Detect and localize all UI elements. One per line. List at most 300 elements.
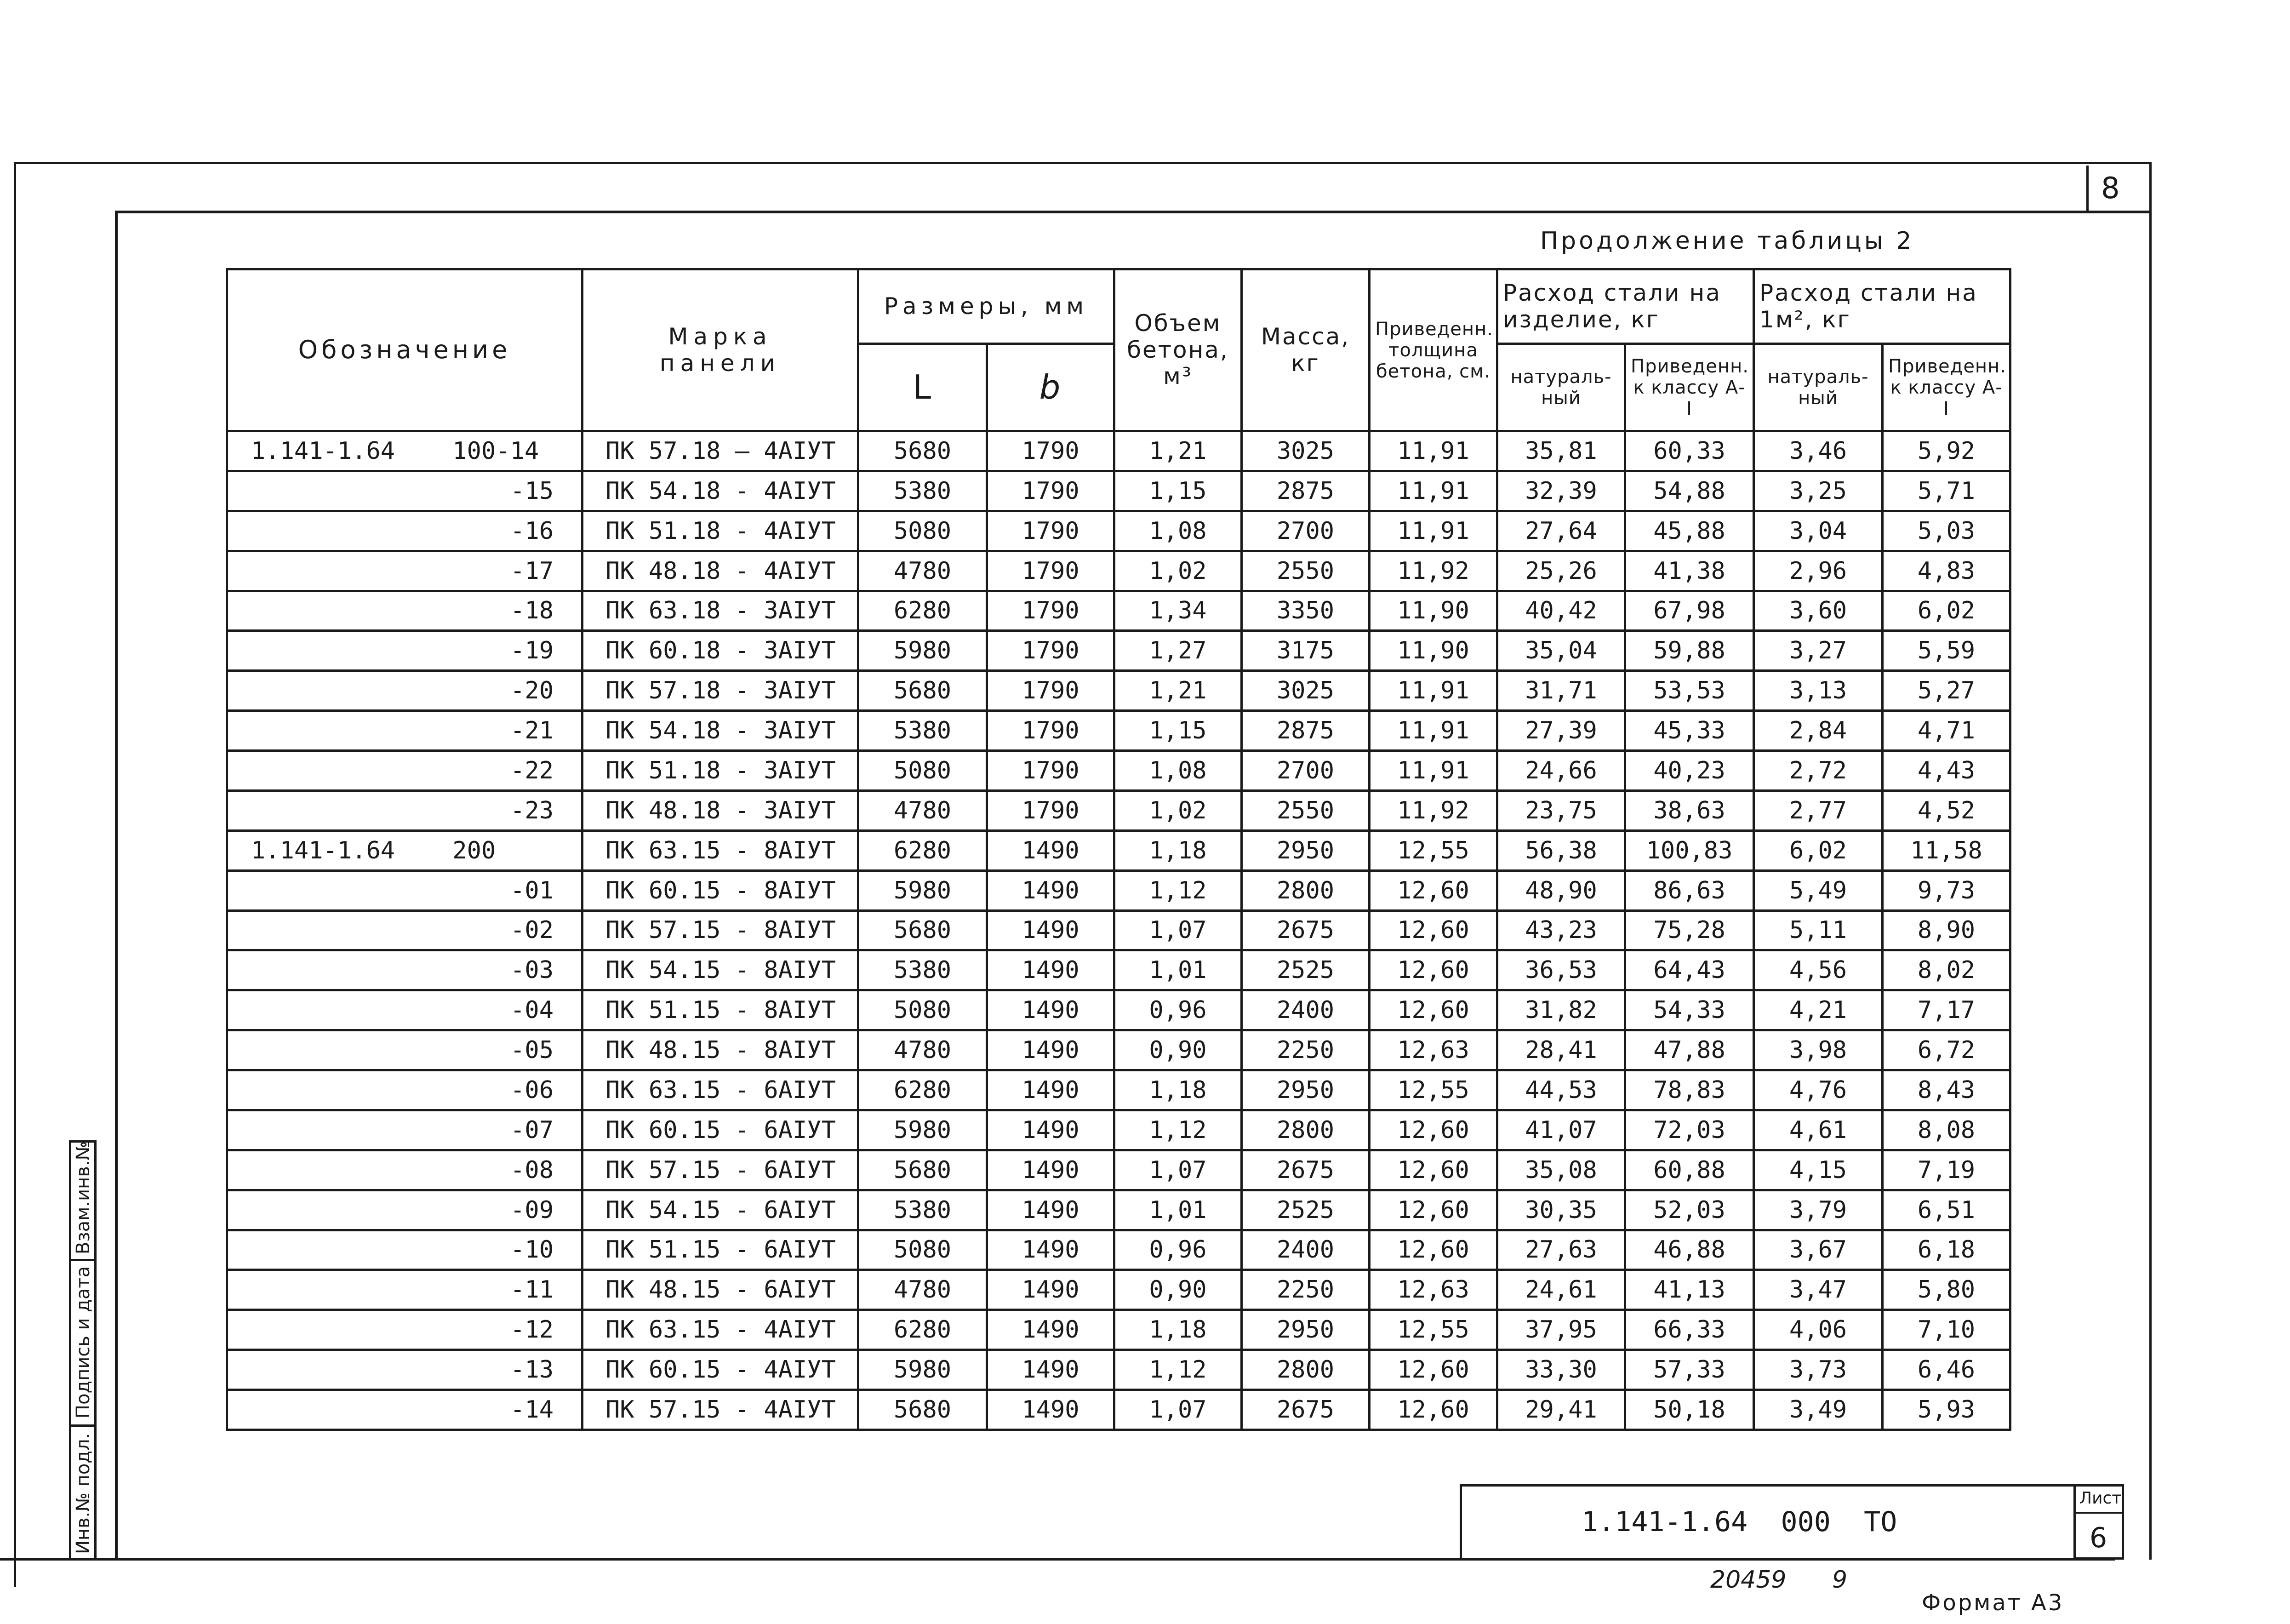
- header-dim-L: L: [858, 344, 987, 431]
- header-natural-item: натураль-ный: [1497, 344, 1625, 431]
- cell-designation: -14: [227, 1390, 582, 1430]
- cell-steel-reduced: 45,88: [1625, 511, 1754, 551]
- header-reduced-thickness: Приведенн. толщина бетона, см.: [1370, 269, 1497, 431]
- cell-thickness: 11,90: [1370, 631, 1497, 671]
- table-row: [227, 1350, 2010, 1390]
- cell-volume: 1,18: [1114, 830, 1242, 870]
- cell-mass: 2800: [1242, 1110, 1370, 1150]
- header-mass: Масса, кг: [1242, 269, 1370, 431]
- cell-steel-reduced: 75,28: [1625, 910, 1754, 950]
- cell-width: 1790: [987, 671, 1114, 711]
- cell-mass: 2675: [1242, 1150, 1370, 1190]
- cell-designation: -20: [227, 671, 582, 711]
- cell-thickness: 12,60: [1370, 950, 1497, 990]
- cell-mass: 2800: [1242, 870, 1370, 910]
- cell-steel-reduced: 59,88: [1625, 631, 1754, 671]
- cell-steel-natural: 24,66: [1497, 751, 1625, 791]
- cell-width: 1490: [987, 1030, 1114, 1070]
- cell-steel-reduced: 86,63: [1625, 870, 1754, 910]
- cell-width: 1490: [987, 1110, 1114, 1150]
- cell-designation: -02: [227, 910, 582, 950]
- table-row: [227, 910, 2010, 950]
- cell-m2-natural: 3,04: [1754, 511, 1883, 551]
- cell-mass: 2950: [1242, 1070, 1370, 1110]
- cell-panel-mark: ПК 48.18 - 4АIУТ: [582, 551, 858, 591]
- cell-length: 5080: [858, 990, 987, 1030]
- table-row: [227, 1070, 2010, 1110]
- cell-steel-reduced: 60,88: [1625, 1150, 1754, 1190]
- cell-m2-natural: 3,46: [1754, 431, 1883, 471]
- cell-steel-reduced: 64,43: [1625, 950, 1754, 990]
- cell-panel-mark: ПК 54.18 - 3АIУТ: [582, 711, 858, 751]
- cell-steel-natural: 30,35: [1497, 1190, 1625, 1230]
- cell-mass: 2950: [1242, 1310, 1370, 1350]
- header-reduced-m2: Приведенн. к классу А-I: [1883, 344, 2010, 431]
- cell-steel-reduced: 41,38: [1625, 551, 1754, 591]
- cell-m2-reduced: 8,43: [1883, 1070, 2010, 1110]
- side-stamp-col-1: [69, 1140, 71, 1560]
- cell-mass: 2675: [1242, 1390, 1370, 1430]
- frame-bottom: [0, 1558, 2115, 1561]
- cell-panel-mark: ПК 57.15 - 8АIУТ: [582, 910, 858, 950]
- cell-width: 1490: [987, 1230, 1114, 1270]
- cell-designation: -06: [227, 1070, 582, 1110]
- cell-steel-reduced: 67,98: [1625, 591, 1754, 631]
- cell-thickness: 12,60: [1370, 990, 1497, 1030]
- cell-steel-natural: 33,30: [1497, 1350, 1625, 1390]
- cell-steel-natural: 31,82: [1497, 990, 1625, 1030]
- sheet-box-divider: [2076, 1512, 2122, 1514]
- cell-panel-mark: ПК 57.18 – 4АIУТ: [582, 431, 858, 471]
- cell-steel-natural: 29,41: [1497, 1390, 1625, 1430]
- cell-panel-mark: ПК 57.15 - 4АIУТ: [582, 1390, 858, 1430]
- table-row: [227, 431, 2010, 471]
- cell-designation: -23: [227, 790, 582, 830]
- cell-steel-natural: 28,41: [1497, 1030, 1625, 1070]
- cell-length: 5080: [858, 511, 987, 551]
- cell-thickness: 12,60: [1370, 1230, 1497, 1270]
- cell-volume: 1,15: [1114, 711, 1242, 751]
- cell-m2-natural: 2,77: [1754, 790, 1883, 830]
- cell-designation: -01: [227, 870, 582, 910]
- cell-width: 1490: [987, 1150, 1114, 1190]
- cell-m2-reduced: 5,93: [1883, 1390, 2010, 1430]
- table-row: [227, 631, 2010, 671]
- cell-designation: -09: [227, 1190, 582, 1230]
- cell-volume: 1,15: [1114, 471, 1242, 511]
- cell-panel-mark: ПК 51.18 - 4АIУТ: [582, 511, 858, 551]
- cell-length: 5980: [858, 870, 987, 910]
- cell-panel-mark: ПК 51.15 - 8АIУТ: [582, 990, 858, 1030]
- cell-designation: -13: [227, 1350, 582, 1390]
- cell-length: 5980: [858, 1350, 987, 1390]
- cell-panel-mark: ПК 63.15 - 4АIУТ: [582, 1310, 858, 1350]
- cell-length: 5680: [858, 431, 987, 471]
- frame-left-inner: [115, 211, 118, 1559]
- cell-thickness: 12,60: [1370, 1190, 1497, 1230]
- cell-mass: 2400: [1242, 990, 1370, 1030]
- cell-m2-natural: 5,11: [1754, 910, 1883, 950]
- cell-steel-reduced: 47,88: [1625, 1030, 1754, 1070]
- cell-thickness: 12,55: [1370, 1070, 1497, 1110]
- cell-volume: 1,12: [1114, 870, 1242, 910]
- cell-volume: 1,08: [1114, 751, 1242, 791]
- cell-steel-reduced: 72,03: [1625, 1110, 1754, 1150]
- cell-panel-mark: ПК 54.18 - 4АIУТ: [582, 471, 858, 511]
- cell-steel-natural: 37,95: [1497, 1310, 1625, 1350]
- cell-designation: -03: [227, 950, 582, 990]
- cell-width: 1490: [987, 950, 1114, 990]
- cell-steel-reduced: 66,33: [1625, 1310, 1754, 1350]
- cell-length: 6280: [858, 1070, 987, 1110]
- page-number: 8: [2101, 172, 2120, 206]
- cell-volume: 1,01: [1114, 950, 1242, 990]
- cell-length: 5980: [858, 1110, 987, 1150]
- cell-volume: 1,07: [1114, 1150, 1242, 1190]
- table-row: [227, 790, 2010, 830]
- cell-m2-natural: 3,60: [1754, 591, 1883, 631]
- cell-m2-reduced: 4,83: [1883, 551, 2010, 591]
- cell-volume: 0,96: [1114, 990, 1242, 1030]
- cell-length: 5680: [858, 671, 987, 711]
- side-stamp-signature-date: Подпись и дата: [73, 1266, 94, 1418]
- stamp-left: [1460, 1484, 1462, 1560]
- table-row: [227, 751, 2010, 791]
- table-row: [227, 511, 2010, 551]
- cell-width: 1490: [987, 1270, 1114, 1310]
- cell-m2-reduced: 8,02: [1883, 950, 2010, 990]
- cell-width: 1790: [987, 711, 1114, 751]
- cell-m2-natural: 4,06: [1754, 1310, 1883, 1350]
- document-code: 1.141-1.64 000 ТО: [1582, 1506, 1897, 1538]
- cell-thickness: 11,92: [1370, 790, 1497, 830]
- cell-mass: 2800: [1242, 1350, 1370, 1390]
- sheet-number: 6: [2090, 1522, 2107, 1554]
- header-steel-per-m2: Расход стали на 1м², кг: [1754, 269, 2010, 344]
- table-row: [227, 1110, 2010, 1150]
- cell-panel-mark: ПК 48.18 - 3АIУТ: [582, 790, 858, 830]
- cell-designation: -15: [227, 471, 582, 511]
- cell-steel-natural: 27,64: [1497, 511, 1625, 551]
- cell-mass: 3025: [1242, 431, 1370, 471]
- cell-volume: 1,21: [1114, 671, 1242, 711]
- cell-width: 1490: [987, 1350, 1114, 1390]
- table-row: [227, 1190, 2010, 1230]
- cell-m2-reduced: 5,92: [1883, 431, 2010, 471]
- cell-designation: -21: [227, 711, 582, 751]
- cell-m2-natural: 5,49: [1754, 870, 1883, 910]
- cell-length: 4780: [858, 551, 987, 591]
- cell-mass: 2675: [1242, 910, 1370, 950]
- header-natural-m2: натураль-ный: [1754, 344, 1883, 431]
- cell-steel-natural: 24,61: [1497, 1270, 1625, 1310]
- cell-steel-natural: 36,53: [1497, 950, 1625, 990]
- frame-top-outer: [14, 162, 2152, 164]
- cell-m2-reduced: 5,27: [1883, 671, 2010, 711]
- cell-thickness: 12,60: [1370, 910, 1497, 950]
- cell-steel-reduced: 52,03: [1625, 1190, 1754, 1230]
- cell-steel-reduced: 41,13: [1625, 1270, 1754, 1310]
- cell-designation: 1.141-1.64 200: [227, 830, 582, 870]
- cell-steel-reduced: 54,33: [1625, 990, 1754, 1030]
- cell-mass: 2950: [1242, 830, 1370, 870]
- cell-m2-natural: 3,27: [1754, 631, 1883, 671]
- cell-volume: 1,02: [1114, 790, 1242, 830]
- side-stamp-sep-1: [69, 1259, 97, 1261]
- cell-thickness: 12,63: [1370, 1270, 1497, 1310]
- cell-panel-mark: ПК 48.15 - 8АIУТ: [582, 1030, 858, 1070]
- cell-mass: 2700: [1242, 751, 1370, 791]
- cell-steel-natural: 35,81: [1497, 431, 1625, 471]
- cell-m2-natural: 3,25: [1754, 471, 1883, 511]
- cell-m2-reduced: 4,52: [1883, 790, 2010, 830]
- side-stamp-replaces-inv: Взам.инв.№: [73, 1141, 94, 1254]
- cell-mass: 2700: [1242, 511, 1370, 551]
- cell-m2-reduced: 7,19: [1883, 1150, 2010, 1190]
- cell-panel-mark: ПК 51.15 - 6АIУТ: [582, 1230, 858, 1270]
- cell-steel-natural: 48,90: [1497, 870, 1625, 910]
- cell-volume: 1,12: [1114, 1110, 1242, 1150]
- cell-m2-reduced: 5,59: [1883, 631, 2010, 671]
- cell-m2-natural: 3,13: [1754, 671, 1883, 711]
- stamp-top: [1460, 1484, 2087, 1487]
- header-reduced-item: Приведенн. к классу А-I: [1625, 344, 1754, 431]
- cell-m2-natural: 4,21: [1754, 990, 1883, 1030]
- frame-left-outer: [14, 162, 16, 1587]
- cell-designation: -16: [227, 511, 582, 551]
- cell-m2-natural: 2,72: [1754, 751, 1883, 791]
- cell-length: 4780: [858, 1270, 987, 1310]
- cell-m2-reduced: 8,08: [1883, 1110, 2010, 1150]
- cell-length: 5080: [858, 751, 987, 791]
- cell-mass: 3025: [1242, 671, 1370, 711]
- cell-length: 6280: [858, 591, 987, 631]
- cell-steel-natural: 56,38: [1497, 830, 1625, 870]
- cell-length: 4780: [858, 790, 987, 830]
- cell-width: 1490: [987, 910, 1114, 950]
- cell-m2-natural: 4,15: [1754, 1150, 1883, 1190]
- cell-thickness: 11,91: [1370, 671, 1497, 711]
- cell-m2-natural: 4,76: [1754, 1070, 1883, 1110]
- cell-width: 1790: [987, 790, 1114, 830]
- cell-m2-reduced: 8,90: [1883, 910, 2010, 950]
- cell-designation: -05: [227, 1030, 582, 1070]
- cell-designation: -18: [227, 591, 582, 631]
- cell-length: 6280: [858, 1310, 987, 1350]
- cell-length: 5080: [858, 1230, 987, 1270]
- cell-width: 1490: [987, 830, 1114, 870]
- cell-length: 5980: [858, 631, 987, 671]
- cell-thickness: 11,91: [1370, 751, 1497, 791]
- cell-m2-reduced: 9,73: [1883, 870, 2010, 910]
- table-row: [227, 1030, 2010, 1070]
- table-row: [227, 950, 2010, 990]
- steel-consumption-table: [226, 268, 2011, 1431]
- format-label: Формат А3: [1922, 1590, 2064, 1616]
- cell-width: 1490: [987, 870, 1114, 910]
- cell-volume: 1,02: [1114, 551, 1242, 591]
- cell-steel-reduced: 40,23: [1625, 751, 1754, 791]
- cell-steel-reduced: 57,33: [1625, 1350, 1754, 1390]
- cell-designation: -04: [227, 990, 582, 1030]
- cell-panel-mark: ПК 60.18 - 3АIУТ: [582, 631, 858, 671]
- cell-width: 1490: [987, 1070, 1114, 1110]
- cell-panel-mark: ПК 63.18 - 3АIУТ: [582, 591, 858, 631]
- cell-designation: -07: [227, 1110, 582, 1150]
- cell-panel-mark: ПК 60.15 - 8АIУТ: [582, 870, 858, 910]
- cell-steel-natural: 31,71: [1497, 671, 1625, 711]
- cell-steel-natural: 23,75: [1497, 790, 1625, 830]
- cell-width: 1790: [987, 551, 1114, 591]
- cell-thickness: 12,55: [1370, 1310, 1497, 1350]
- table-row: [227, 671, 2010, 711]
- cell-width: 1490: [987, 1390, 1114, 1430]
- header-dimensions: Размеры, мм: [858, 269, 1114, 344]
- table-row: [227, 1230, 2010, 1270]
- archive-suffix: 9: [1832, 1566, 1848, 1594]
- table-row: [227, 1150, 2010, 1190]
- archive-number: 20459: [1710, 1566, 1787, 1594]
- cell-length: 5380: [858, 950, 987, 990]
- table-caption: Продолжение таблицы 2: [1540, 227, 1914, 255]
- cell-m2-reduced: 6,72: [1883, 1030, 2010, 1070]
- cell-m2-natural: 6,02: [1754, 830, 1883, 870]
- side-stamp-inv-orig: Инв.№ подл.: [73, 1433, 94, 1554]
- frame-top-inner: [115, 211, 2152, 213]
- cell-mass: 2250: [1242, 1270, 1370, 1310]
- cell-m2-natural: 3,67: [1754, 1230, 1883, 1270]
- table-row: [227, 1270, 2010, 1310]
- cell-designation: -22: [227, 751, 582, 791]
- cell-length: 5380: [858, 471, 987, 511]
- cell-m2-natural: 3,98: [1754, 1030, 1883, 1070]
- cell-steel-reduced: 78,83: [1625, 1070, 1754, 1110]
- cell-length: 5680: [858, 910, 987, 950]
- cell-volume: 0,90: [1114, 1030, 1242, 1070]
- cell-thickness: 11,91: [1370, 471, 1497, 511]
- cell-thickness: 12,60: [1370, 1150, 1497, 1190]
- cell-volume: 0,96: [1114, 1230, 1242, 1270]
- side-stamp-col-2: [94, 1140, 97, 1560]
- cell-steel-natural: 27,39: [1497, 711, 1625, 751]
- header-designation: Обозначение: [227, 269, 582, 431]
- header-panel-mark: Марка панели: [582, 269, 858, 431]
- cell-steel-reduced: 46,88: [1625, 1230, 1754, 1270]
- cell-thickness: 11,91: [1370, 431, 1497, 471]
- cell-designation: -17: [227, 551, 582, 591]
- cell-width: 1790: [987, 751, 1114, 791]
- header-dim-b: b: [987, 344, 1114, 431]
- cell-panel-mark: ПК 48.15 - 6АIУТ: [582, 1270, 858, 1310]
- cell-steel-natural: 44,53: [1497, 1070, 1625, 1110]
- cell-m2-reduced: 4,71: [1883, 711, 2010, 751]
- cell-length: 5680: [858, 1390, 987, 1430]
- cell-steel-reduced: 50,18: [1625, 1390, 1754, 1430]
- cell-mass: 2525: [1242, 950, 1370, 990]
- header-concrete-volume: Объем бетона, м³: [1114, 269, 1242, 431]
- cell-m2-reduced: 6,51: [1883, 1190, 2010, 1230]
- cell-steel-natural: 41,07: [1497, 1110, 1625, 1150]
- cell-thickness: 12,55: [1370, 830, 1497, 870]
- cell-panel-mark: ПК 57.18 - 3АIУТ: [582, 671, 858, 711]
- cell-steel-natural: 25,26: [1497, 551, 1625, 591]
- cell-steel-natural: 43,23: [1497, 910, 1625, 950]
- cell-volume: 1,27: [1114, 631, 1242, 671]
- cell-m2-natural: 3,49: [1754, 1390, 1883, 1430]
- cell-designation: -10: [227, 1230, 582, 1270]
- cell-m2-reduced: 4,43: [1883, 751, 2010, 791]
- cell-m2-reduced: 7,17: [1883, 990, 2010, 1030]
- cell-steel-reduced: 53,53: [1625, 671, 1754, 711]
- cell-m2-natural: 3,47: [1754, 1270, 1883, 1310]
- cell-thickness: 11,90: [1370, 591, 1497, 631]
- table-row: [227, 551, 2010, 591]
- cell-mass: 2525: [1242, 1190, 1370, 1230]
- cell-volume: 1,34: [1114, 591, 1242, 631]
- table-row: [227, 990, 2010, 1030]
- cell-mass: 3175: [1242, 631, 1370, 671]
- cell-panel-mark: ПК 60.15 - 6АIУТ: [582, 1110, 858, 1150]
- cell-panel-mark: ПК 60.15 - 4АIУТ: [582, 1350, 858, 1390]
- cell-m2-reduced: 6,18: [1883, 1230, 2010, 1270]
- side-stamp-sep-2: [69, 1424, 97, 1427]
- cell-length: 5680: [858, 1150, 987, 1190]
- cell-steel-natural: 35,08: [1497, 1150, 1625, 1190]
- cell-volume: 1,01: [1114, 1190, 1242, 1230]
- cell-mass: 3350: [1242, 591, 1370, 631]
- cell-m2-reduced: 5,03: [1883, 511, 2010, 551]
- cell-steel-reduced: 38,63: [1625, 790, 1754, 830]
- cell-length: 4780: [858, 1030, 987, 1070]
- cell-m2-reduced: 7,10: [1883, 1310, 2010, 1350]
- cell-steel-natural: 35,04: [1497, 631, 1625, 671]
- cell-m2-natural: 4,61: [1754, 1110, 1883, 1150]
- cell-m2-reduced: 6,46: [1883, 1350, 2010, 1390]
- cell-width: 1790: [987, 471, 1114, 511]
- cell-mass: 2550: [1242, 790, 1370, 830]
- cell-width: 1790: [987, 591, 1114, 631]
- table-row: [227, 591, 2010, 631]
- cell-thickness: 12,60: [1370, 1110, 1497, 1150]
- frame-right-outer: [2149, 162, 2152, 1560]
- cell-mass: 2550: [1242, 551, 1370, 591]
- cell-m2-reduced: 5,71: [1883, 471, 2010, 511]
- cell-designation: 1.141-1.64 100-14: [227, 431, 582, 471]
- cell-thickness: 12,63: [1370, 1030, 1497, 1070]
- cell-panel-mark: ПК 54.15 - 8АIУТ: [582, 950, 858, 990]
- cell-volume: 1,08: [1114, 511, 1242, 551]
- page-number-box-left: [2086, 166, 2089, 212]
- table-row: [227, 870, 2010, 910]
- cell-volume: 0,90: [1114, 1270, 1242, 1310]
- cell-panel-mark: ПК 54.15 - 6АIУТ: [582, 1190, 858, 1230]
- cell-m2-natural: 3,79: [1754, 1190, 1883, 1230]
- cell-thickness: 11,92: [1370, 551, 1497, 591]
- cell-width: 1490: [987, 1310, 1114, 1350]
- cell-volume: 1,12: [1114, 1350, 1242, 1390]
- cell-volume: 1,21: [1114, 431, 1242, 471]
- table-row: [227, 711, 2010, 751]
- cell-m2-natural: 3,73: [1754, 1350, 1883, 1390]
- cell-volume: 1,07: [1114, 1390, 1242, 1430]
- cell-thickness: 12,60: [1370, 870, 1497, 910]
- cell-designation: -12: [227, 1310, 582, 1350]
- cell-m2-reduced: 6,02: [1883, 591, 2010, 631]
- cell-thickness: 12,60: [1370, 1390, 1497, 1430]
- cell-thickness: 12,60: [1370, 1350, 1497, 1390]
- cell-mass: 2875: [1242, 471, 1370, 511]
- cell-steel-natural: 32,39: [1497, 471, 1625, 511]
